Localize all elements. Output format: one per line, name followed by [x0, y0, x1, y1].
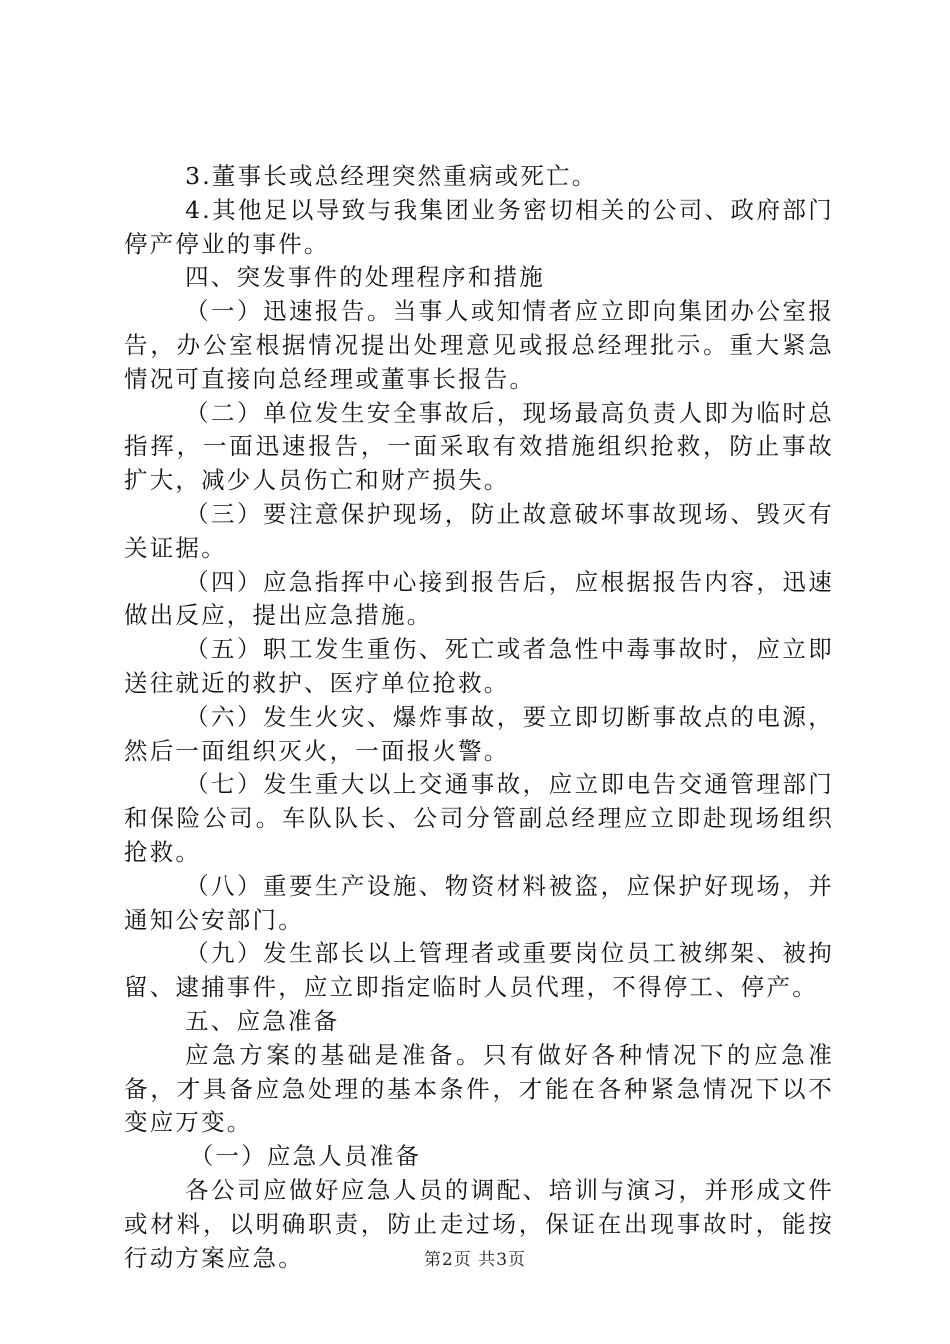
paragraph-step-5: （五）职工发生重伤、死亡或者急性中毒事故时，应立即送往就近的救护、医疗单位抢救。: [124, 635, 834, 697]
paragraph-step-3: （三）要注意保护现场，防止故意破坏事故现场、毁灭有关证据。: [124, 499, 834, 562]
section-heading-4: 四、突发事件的处理程序和措施: [185, 263, 545, 292]
document-body: [124, 160, 834, 1275]
paragraph-step-9: （九）发生部长以上管理者或重要岗位员工被绑架、被拘留、逮捕事件，应立即指定临时人员代理，不得停工、停产。: [124, 939, 834, 1002]
paragraph-item-4: 4.其他足以导致与我集团业务密切相关的公司、政府部门停产停业的事件。: [124, 195, 834, 258]
paragraph-step-2: （二）单位发生安全事故后，现场最高负责人即为临时总指挥，一面迅速报告，一面采取有效措施组织抢救，防止事故扩大，减少人员伤亡和财产损失。: [124, 398, 834, 495]
paragraph-step-1: （一）迅速报告。当事人或知情者应立即向集团办公室报告，办公室根据情况提出处理意见或报总经理批示。重大紧急情况可直接向总经理或董事长报告。: [124, 297, 834, 393]
paragraph-preparation-intro: 应急方案的基础是准备。只有做好各种情况下的应急准备，才具备应急处理的基本条件，才能在各种紧急情况下以不变应万变。: [124, 1040, 834, 1137]
section-heading-5: 五、应急准备: [185, 1006, 340, 1035]
sub-heading-personnel: （一）应急人员准备: [189, 1142, 422, 1171]
paragraph-step-4: （四）应急指挥中心接到报告后，应根据报告内容，迅速做出反应，提出应急措施。: [124, 567, 834, 630]
paragraph-step-8: （八）重要生产设施、物资材料被盗，应保护好现场，并通知公安部门。: [124, 871, 834, 934]
paragraph-item-3: 3.董事长或总经理突然重病或死亡。: [185, 162, 598, 190]
paragraph-step-7: （七）发生重大以上交通事故，应立即电告交通管理部门和保险公司。车队队长、公司分管副总经理应立即赴现场组织抢救。: [124, 770, 834, 866]
paragraph-personnel: 各公司应做好应急人员的调配、培训与演习，并形成文件或材料，以明确职责，防止走过场，保证在出现事故时，能按行动方案应急。: [124, 1175, 834, 1272]
paragraph-step-6: （六）发生火灾、爆炸事故，要立即切断事故点的电源，然后一面组织灭火，一面报火警。: [124, 702, 834, 765]
page-number-footer: 第2页 共3页: [423, 1250, 527, 1270]
